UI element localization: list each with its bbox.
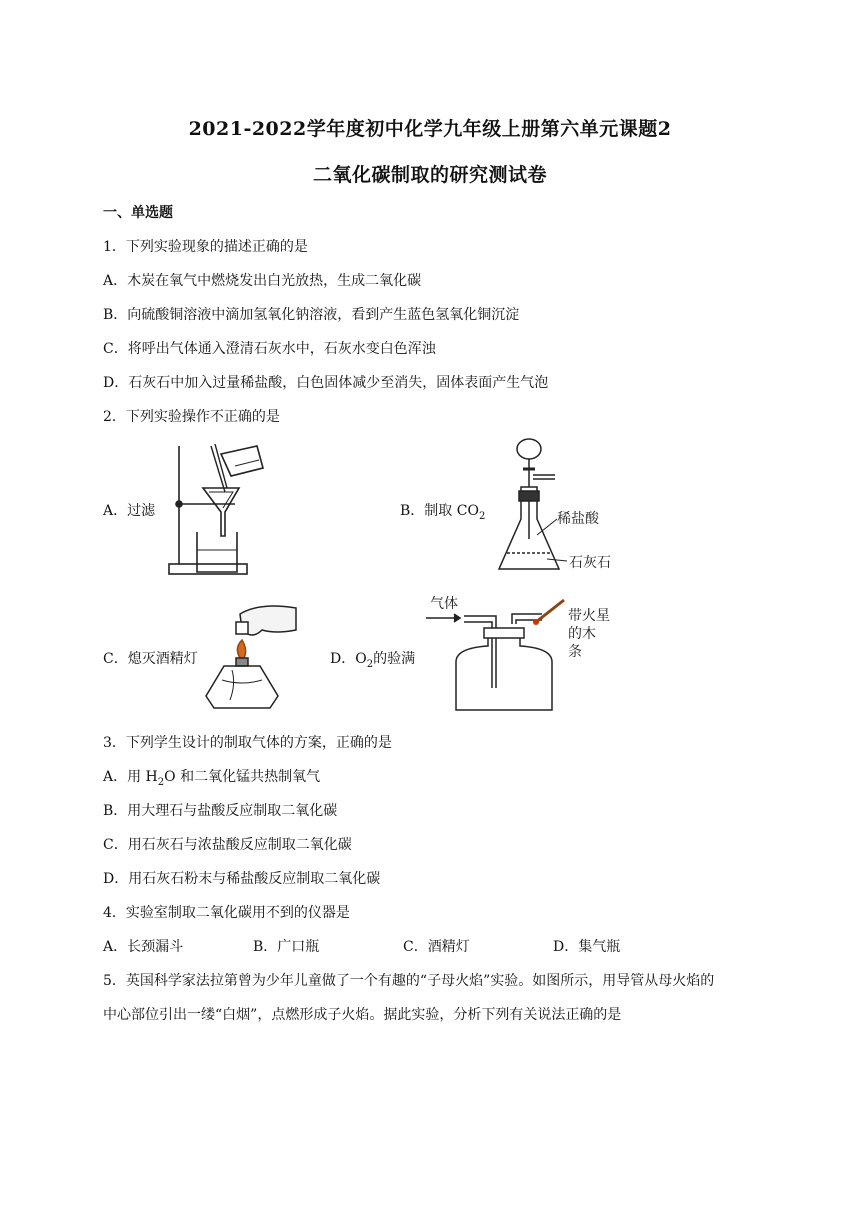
q3-stem: 3．下列学生设计的制取气体的方案，正确的是 xyxy=(103,735,392,751)
oxygen-test-figure xyxy=(420,592,630,717)
q2-option-d: D．$O_2$的验满 xyxy=(330,651,416,670)
q4-option-b: B．广口瓶 xyxy=(253,939,320,955)
q3-option-d: D．用石灰石粉末与稀盐酸反应制取二氧化碳 xyxy=(103,871,381,887)
label-limestone: 石灰石 xyxy=(569,555,611,571)
q3-option-b: B．用大理石与盐酸反应制取二氧化碳 xyxy=(103,803,338,819)
q2-option-b: B．制取 $CO_2$ xyxy=(400,503,486,522)
exam-title-line2: 二氧化碳制取的研究测试卷 xyxy=(312,164,547,186)
label-glowing-splint: 带火星 的木 条 xyxy=(568,608,610,660)
q4-option-d: D．集气瓶 xyxy=(553,939,621,955)
label-gas: 气体 xyxy=(430,596,458,612)
filtration-figure xyxy=(165,440,275,580)
q4-option-c: C．酒精灯 xyxy=(403,939,470,955)
q4-option-a: A．长颈漏斗 xyxy=(103,939,184,955)
q3-option-c: C．用石灰石与浓盐酸反应制取二氧化碳 xyxy=(103,837,352,853)
q1-option-d: D．石灰石中加入过量稀盐酸，白色固体减少至消失，固体表面产生气泡 xyxy=(103,375,549,391)
exam-title-line1: 2021-2022学年度初中化学九年级上册第六单元课题2 xyxy=(188,118,672,140)
alcohol-lamp-figure xyxy=(200,600,310,715)
q5-stem-line2: 中心部位引出一缕“白烟”，点燃形成子火焰。据此实验，分析下列有关说法正确的是 xyxy=(103,1007,622,1023)
q1-option-c: C．将呼出气体通入澄清石灰水中，石灰水变白色浑浊 xyxy=(103,341,436,357)
q3-option-a: A．用 $H_2O$ 和二氧化锰共热制氧气 xyxy=(103,769,321,788)
q4-stem: 4．实验室制取二氧化碳用不到的仪器是 xyxy=(103,905,350,921)
q1-option-b: B．向硫酸铜溶液中滴加氢氧化钠溶液，看到产生蓝色氢氧化铜沉淀 xyxy=(103,307,520,323)
q1-stem: 1．下列实验现象的描述正确的是 xyxy=(103,239,308,255)
section-heading: 一、单选题 xyxy=(103,205,173,221)
q2-stem: 2．下列实验操作不正确的是 xyxy=(103,409,280,425)
q1-option-a: A．木炭在氧气中燃烧发出白光放热，生成二氧化碳 xyxy=(103,273,422,289)
q5-stem-line1: 5．英国科学家法拉第曾为少年儿童做了一个有趣的“子母火焰”实验。如图所示，用导管从母火焰的 xyxy=(103,973,715,989)
q2-option-a: A．过滤 xyxy=(103,503,156,519)
co2-generator-figure xyxy=(495,435,625,580)
q2-option-c: C．熄灭酒精灯 xyxy=(103,651,198,667)
label-dilute-hcl: 稀盐酸 xyxy=(557,511,599,527)
